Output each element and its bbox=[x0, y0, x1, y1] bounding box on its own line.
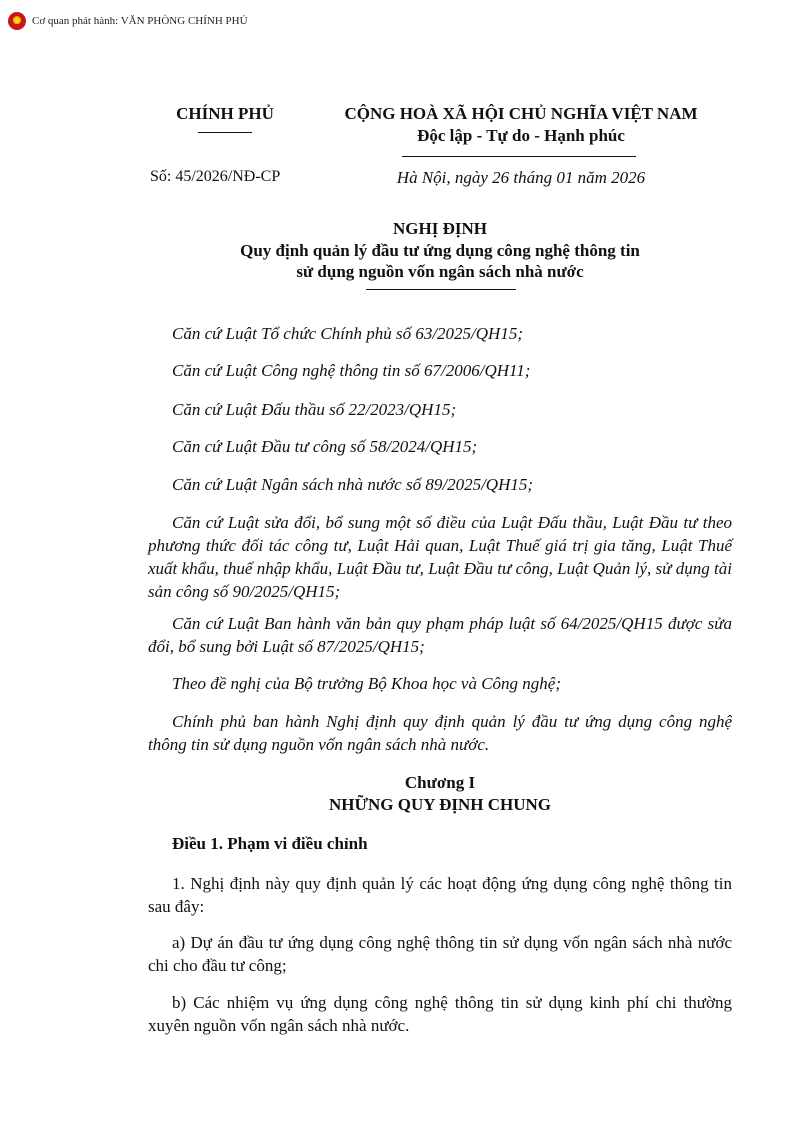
title-underline bbox=[366, 289, 516, 290]
publisher-label: Cơ quan phát hành: VĂN PHÒNG CHÍNH PHỦ bbox=[32, 15, 248, 27]
preamble-item: Căn cứ Luật Đấu thầu số 22/2023/QH15; bbox=[172, 400, 457, 419]
preamble-item: Căn cứ Luật sửa đổi, bổ sung một số điều của Luật Đấu thầu, Luật Đầu tư theo phương thức đối tác công tư, Luật Hải quan, Luật Thuế giá trị gia tăng, Luật Thuế xuất khẩu, thuế nhập khẩu, Luật Đầu tư, Luật Đầu tư công, Luật Quản lý, sử dụng tài sản công số 90/2025/QH15; bbox=[148, 513, 732, 601]
document-number: Số: 45/2026/NĐ-CP bbox=[150, 168, 281, 185]
agency-underline bbox=[198, 132, 252, 133]
publisher-stamp bbox=[8, 12, 248, 30]
article-paragraph: 1. Nghị định này quy định quản lý các hoạt động ứng dụng công nghệ thông tin sau đây: bbox=[148, 874, 732, 916]
preamble-item: Căn cứ Luật Ngân sách nhà nước số 89/2025/QH15; bbox=[172, 475, 534, 494]
preamble-item: Căn cứ Luật Công nghệ thông tin số 67/2006/QH11; bbox=[172, 361, 531, 380]
article-paragraph: a) Dự án đầu tư ứng dụng công nghệ thông tin sử dụng vốn ngân sách nhà nước chi cho đầu tư công; bbox=[148, 933, 732, 975]
chapter-title: NHỮNG QUY ĐỊNH CHUNG bbox=[328, 795, 552, 814]
document-title-line-1: Quy định quản lý đầu tư ứng dụng công nghệ thông tin bbox=[240, 241, 640, 260]
issuing-agency: CHÍNH PHỦ bbox=[176, 104, 274, 123]
preamble-item: Căn cứ Luật Ban hành văn bản quy phạm pháp luật số 64/2025/QH15 được sửa đổi, bổ sung bởi Luật số 87/2025/QH15; bbox=[148, 614, 732, 656]
preamble-item: Căn cứ Luật Đầu tư công số 58/2024/QH15; bbox=[172, 437, 478, 456]
national-emblem-icon bbox=[8, 12, 26, 30]
preamble-item: Theo đề nghị của Bộ trưởng Bộ Khoa học và Công nghệ; bbox=[172, 674, 561, 693]
chapter-number: Chương I bbox=[404, 773, 476, 792]
article-heading: Điều 1. Phạm vi điều chỉnh bbox=[172, 834, 368, 853]
article-paragraph: b) Các nhiệm vụ ứng dụng công nghệ thông tin sử dụng kinh phí chi thường xuyên nguồn vốn ngân sách nhà nước. bbox=[148, 993, 732, 1035]
place-and-date: Hà Nội, ngày 26 tháng 01 năm 2026 bbox=[396, 168, 646, 187]
preamble-item: Căn cứ Luật Tổ chức Chính phủ số 63/2025/QH15; bbox=[172, 324, 523, 343]
document-type: NGHỊ ĐỊNH bbox=[393, 219, 487, 238]
nation-motto: Độc lập - Tự do - Hạnh phúc bbox=[417, 126, 625, 145]
motto-underline bbox=[402, 156, 636, 157]
nation-title: CỘNG HOÀ XÃ HỘI CHỦ NGHĨA VIỆT NAM bbox=[344, 104, 698, 123]
preamble-item: Chính phủ ban hành Nghị định quy định quản lý đầu tư ứng dụng công nghệ thông tin sử dụng nguồn vốn ngân sách nhà nước. bbox=[148, 712, 732, 754]
document-title-line-2: sử dụng nguồn vốn ngân sách nhà nước bbox=[296, 262, 584, 281]
